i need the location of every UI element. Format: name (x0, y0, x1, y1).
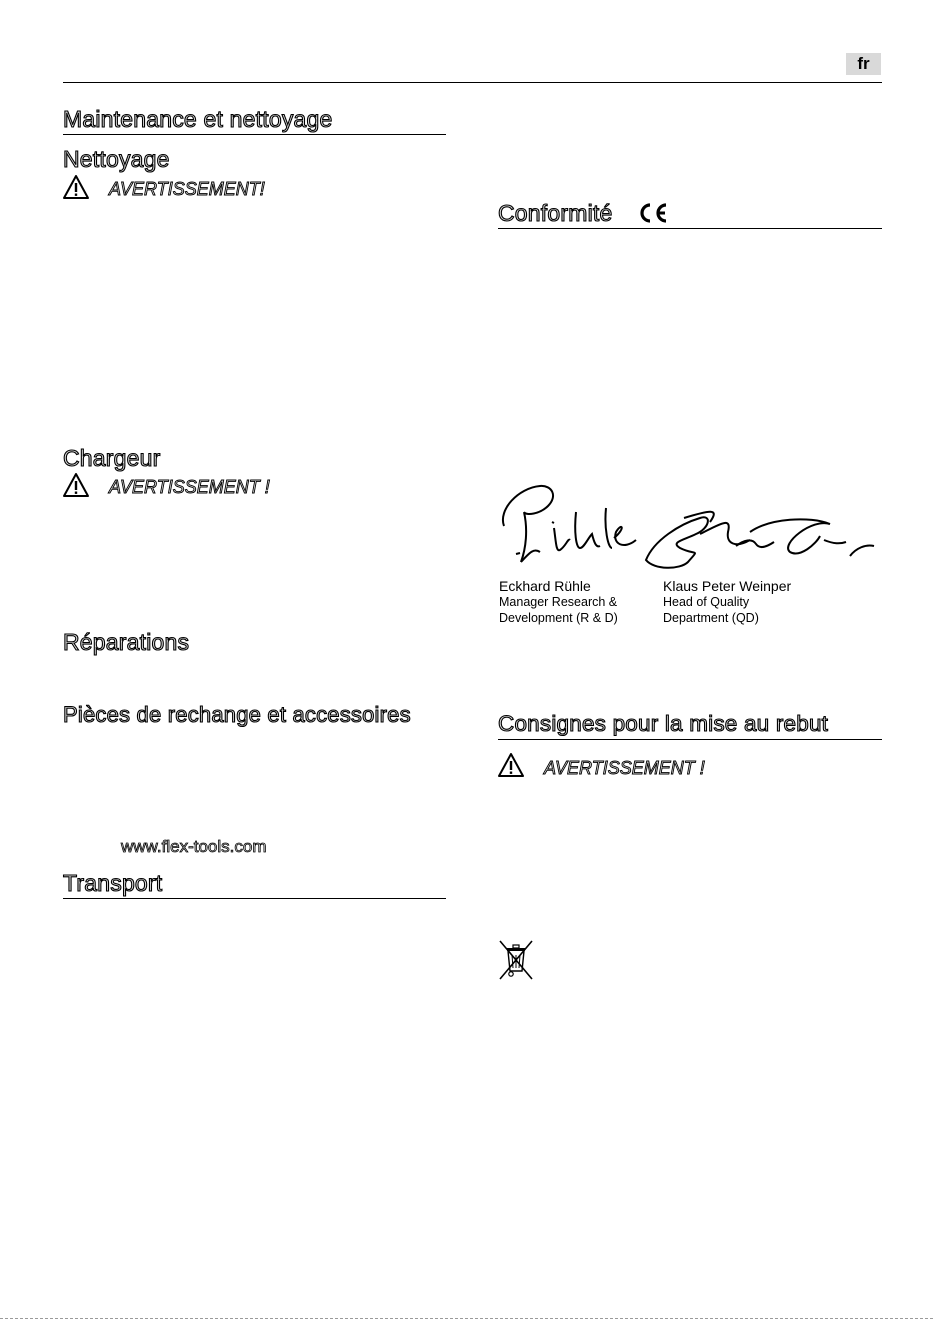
signatory-role: Manager Research & (499, 595, 618, 609)
conformity-heading-row (498, 200, 882, 229)
disposal-heading: Consignes pour la mise au rebut (498, 711, 882, 740)
parts-accessories-heading: Pièces de rechange et accessoires (63, 702, 411, 727)
cleaning-heading: Nettoyage (63, 146, 170, 172)
conformity-heading: Conformité (498, 200, 613, 226)
warning-triangle-icon (62, 174, 90, 200)
charger-warning-label: AVERTISSEMENT ! (109, 477, 270, 497)
signatory-role: Department (QD) (663, 611, 759, 625)
website-link[interactable]: www.flex-tools.com (121, 837, 267, 856)
header-rule (63, 82, 882, 83)
signatory-name: Eckhard Rühle (499, 578, 591, 594)
signature-ruhle (496, 482, 646, 577)
charger-heading: Chargeur (63, 445, 161, 471)
ce-mark-icon (635, 203, 669, 228)
cleaning-warning-label: AVERTISSEMENT! (109, 179, 265, 199)
signatory-role: Head of Quality (663, 595, 750, 609)
page-bottom-edge (0, 1318, 933, 1319)
warning-triangle-icon (497, 752, 525, 778)
signatory-weinper (663, 578, 863, 626)
signatory-role: Development (R & D) (499, 611, 618, 625)
signatory-name: Klaus Peter Weinper (663, 578, 792, 594)
warning-triangle-icon (62, 472, 90, 498)
signature-weinper (640, 504, 880, 581)
transport-heading: Transport (63, 870, 446, 899)
repairs-heading: Réparations (63, 629, 190, 655)
crossed-bin-icon (498, 939, 534, 986)
language-badge: fr (846, 53, 881, 75)
disposal-warning-label: AVERTISSEMENT ! (544, 758, 705, 778)
maintenance-heading: Maintenance et nettoyage (63, 106, 446, 135)
signatory-ruhle (499, 578, 659, 626)
